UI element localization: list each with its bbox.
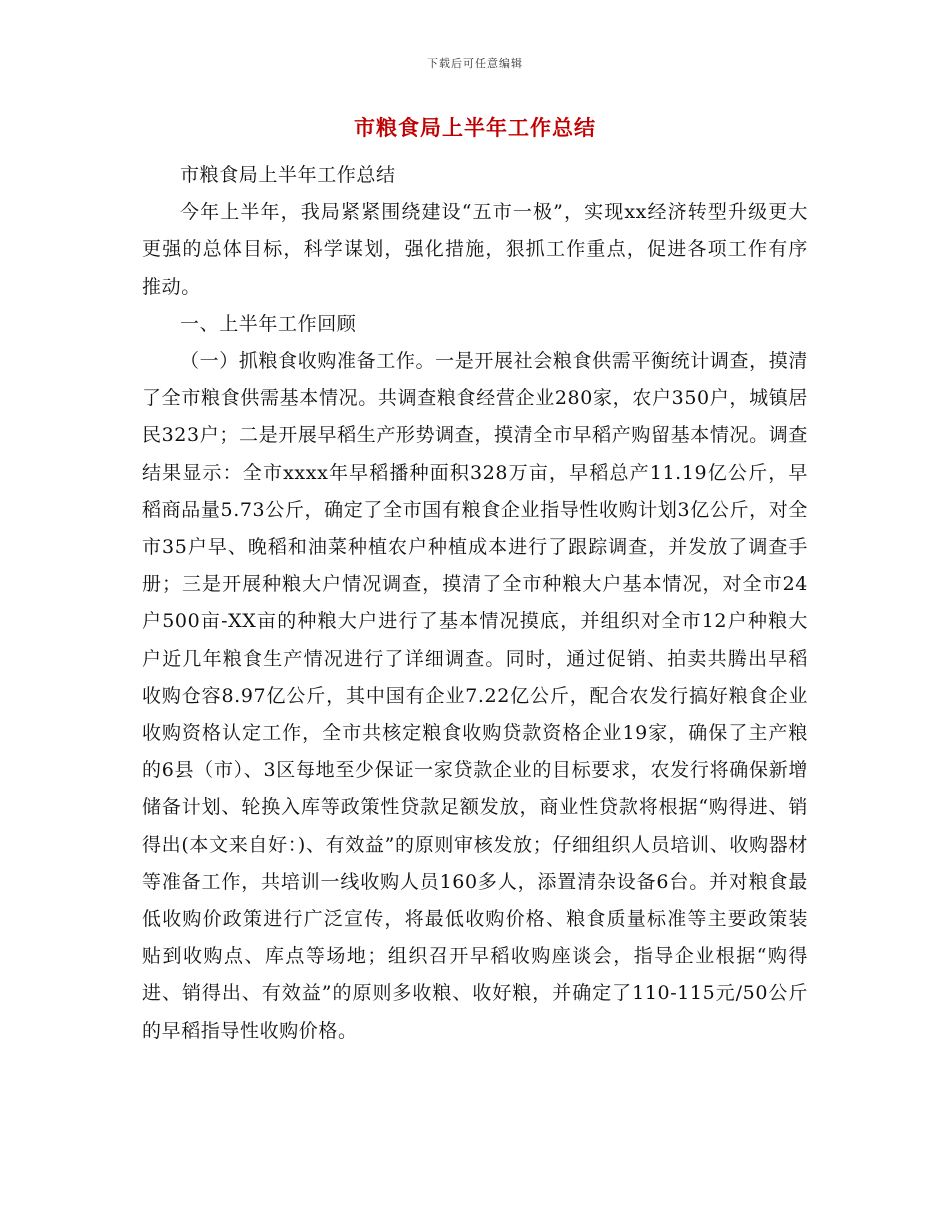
header-note: 下载后可任意编辑 xyxy=(427,57,523,70)
section-heading: 一、上半年工作回顾 xyxy=(180,312,357,335)
document-body xyxy=(142,157,808,1050)
document-title: 市粮食局上半年工作总结 xyxy=(354,116,596,140)
paragraph-subtitle: 市粮食局上半年工作总结 xyxy=(180,164,396,186)
paragraph-grain-purchase: （一）抓粮食收购准备工作。一是开展社会粮食供需平衡统计调查，摸清了全市粮食供需基本情况。共调查粮食经营企业280家，农户350户，城镇居民323户；二是开展早稻生产形势调查，摸清全市早稻产购留基本情况。调查结果显示：全市xxxx年早稻播种面积328万亩，早稻总产11.19亿公斤，早稻商品量5.73公斤，确定了全市国有粮食企业指导性收购计划3亿公斤，对全市35户早、晚稻和油菜种植农户种植成本进行了跟踪调查，并发放了调查手册；三是开展种粮大户情况调查，摸清了全市种粮大户基本情况，对全市24户500亩-XX亩的种粮大户进行了基本情况摸底，并组织对全市12户种粮大户近几年粮食生产情况进行了详细调查。同时，通过促销、拍卖共腾出早稻收购仓容8.97亿公斤，其中国有企业7.22亿公斤，配合农发行搞好粮食企业收购资格认定工作，全市共核定粮食收购贷款资格企业19家，确保了主产粮的6县（市）、3区每地至少保证一家贷款企业的目标要求，农发行将确保新增储备计划、轮换入库等政策性贷款足额发放，商业性贷款将根据“购得进、销得出(本文来自好：)、有效益”的原则审核发放；仔细组织人员培训、收购器材等准备工作，共培训一线收购人员160多人，添置清杂设备6台。并对粮食最低收购价政策进行广泛宣传，将最低收购价格、粮食质量标准等主要政策装贴到收购点、库点等场地；组织召开早稻收购座谈会，指导企业根据“购得进、销得出、有效益”的原则多收粮、收好粮，并确定了110-115元/50公斤的早稻指导性收购价格。 xyxy=(142,350,808,1042)
paragraph-intro: 今年上半年，我局紧紧围绕建设“五市一极”，实现xx经济转型升级更大更强的总体目标，科学谋划，强化措施，狠抓工作重点，促进各项工作有序推动。 xyxy=(142,201,808,298)
